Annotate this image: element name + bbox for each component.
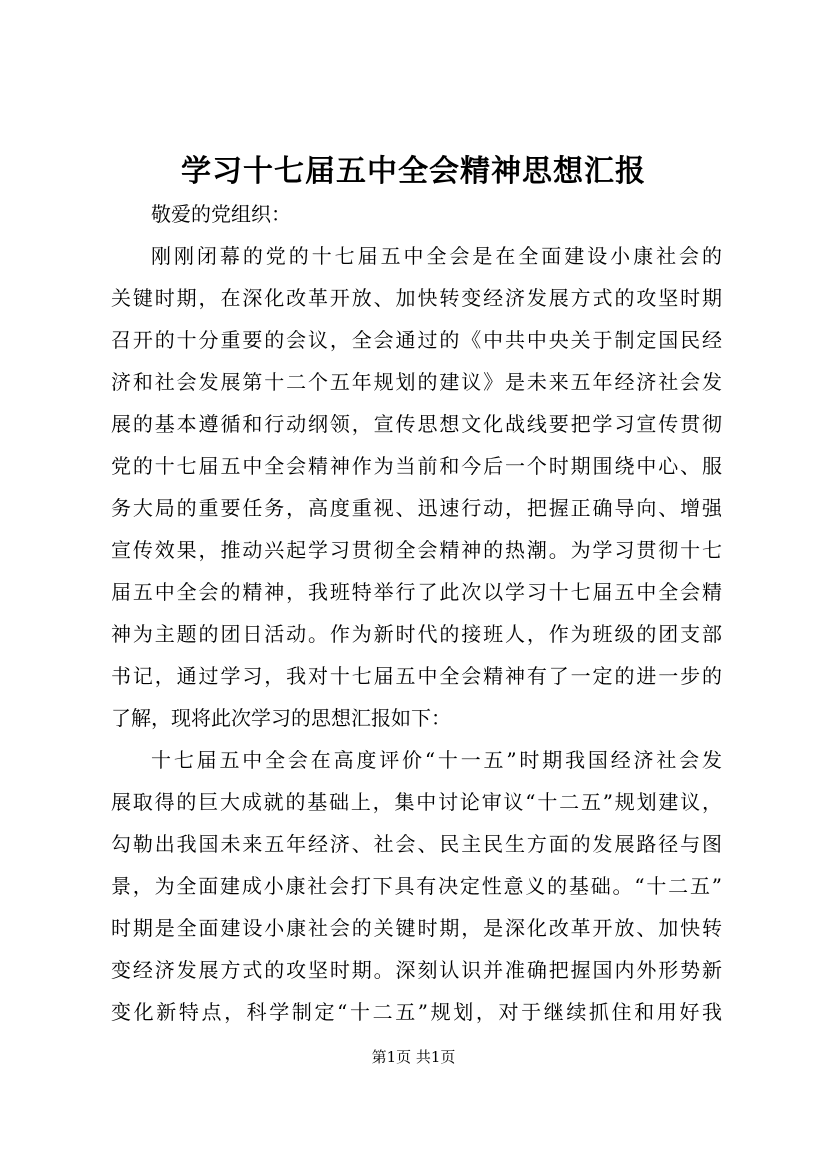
body-line: 关键时期，在深化改革开放、加快转变经济发展方式的攻坚时期 [111,286,722,310]
body-line: 书记，通过学习，我对十七届五中全会精神有了一定的进一步的 [111,664,722,688]
body-line: 召开的十分重要的会议，全会通过的《中共中央关于制定国民经 [111,328,722,352]
body-line: 时期是全面建设小康社会的关键时期，是深化改革开放、加快转 [111,916,722,940]
page-number: 第1页 共1页 [371,1048,456,1066]
body-line: 展的基本遵循和行动纲领，宣传思想文化战线要把学习宣传贯彻 [111,412,722,436]
body-line: 届五中全会的精神，我班特举行了此次以学习十七届五中全会精 [111,580,722,604]
document-title: 学习十七届五中全会精神思想汇报 [181,154,646,189]
salutation: 敬爱的党组织： [151,202,291,226]
body-line: 变经济发展方式的攻坚时期。深刻认识并准确把握国内外形势新 [111,958,722,982]
body-line: 神为主题的团日活动。作为新时代的接班人，作为班级的团支部 [111,622,722,646]
body-line: 展取得的巨大成就的基础上，集中讨论审议“十二五”规划建议， [111,790,722,814]
body-line: 了解，现将此次学习的思想汇报如下： [111,706,451,730]
body-line: 景，为全面建成小康社会打下具有决定性意义的基础。“十二五” [111,874,722,898]
body-line: 勾勒出我国未来五年经济、社会、民主民生方面的发展路径与图 [111,832,722,856]
body-line: 济和社会发展第十二个五年规划的建议》是未来五年经济社会发 [111,370,722,394]
body-line: 十七届五中全会在高度评价“十一五”时期我国经济社会发 [151,748,722,772]
body-line: 党的十七届五中全会精神作为当前和今后一个时期围绕中心、服 [111,454,722,478]
body-line: 务大局的重要任务，高度重视、迅速行动，把握正确导向、增强 [111,496,722,520]
body-line: 变化新特点，科学制定“十二五”规划，对于继续抓住和用好我 [111,1000,722,1024]
body-line: 宣传效果，推动兴起学习贯彻全会精神的热潮。为学习贯彻十七 [111,538,722,562]
body-line: 刚刚闭幕的党的十七届五中全会是在全面建设小康社会的 [151,244,722,268]
